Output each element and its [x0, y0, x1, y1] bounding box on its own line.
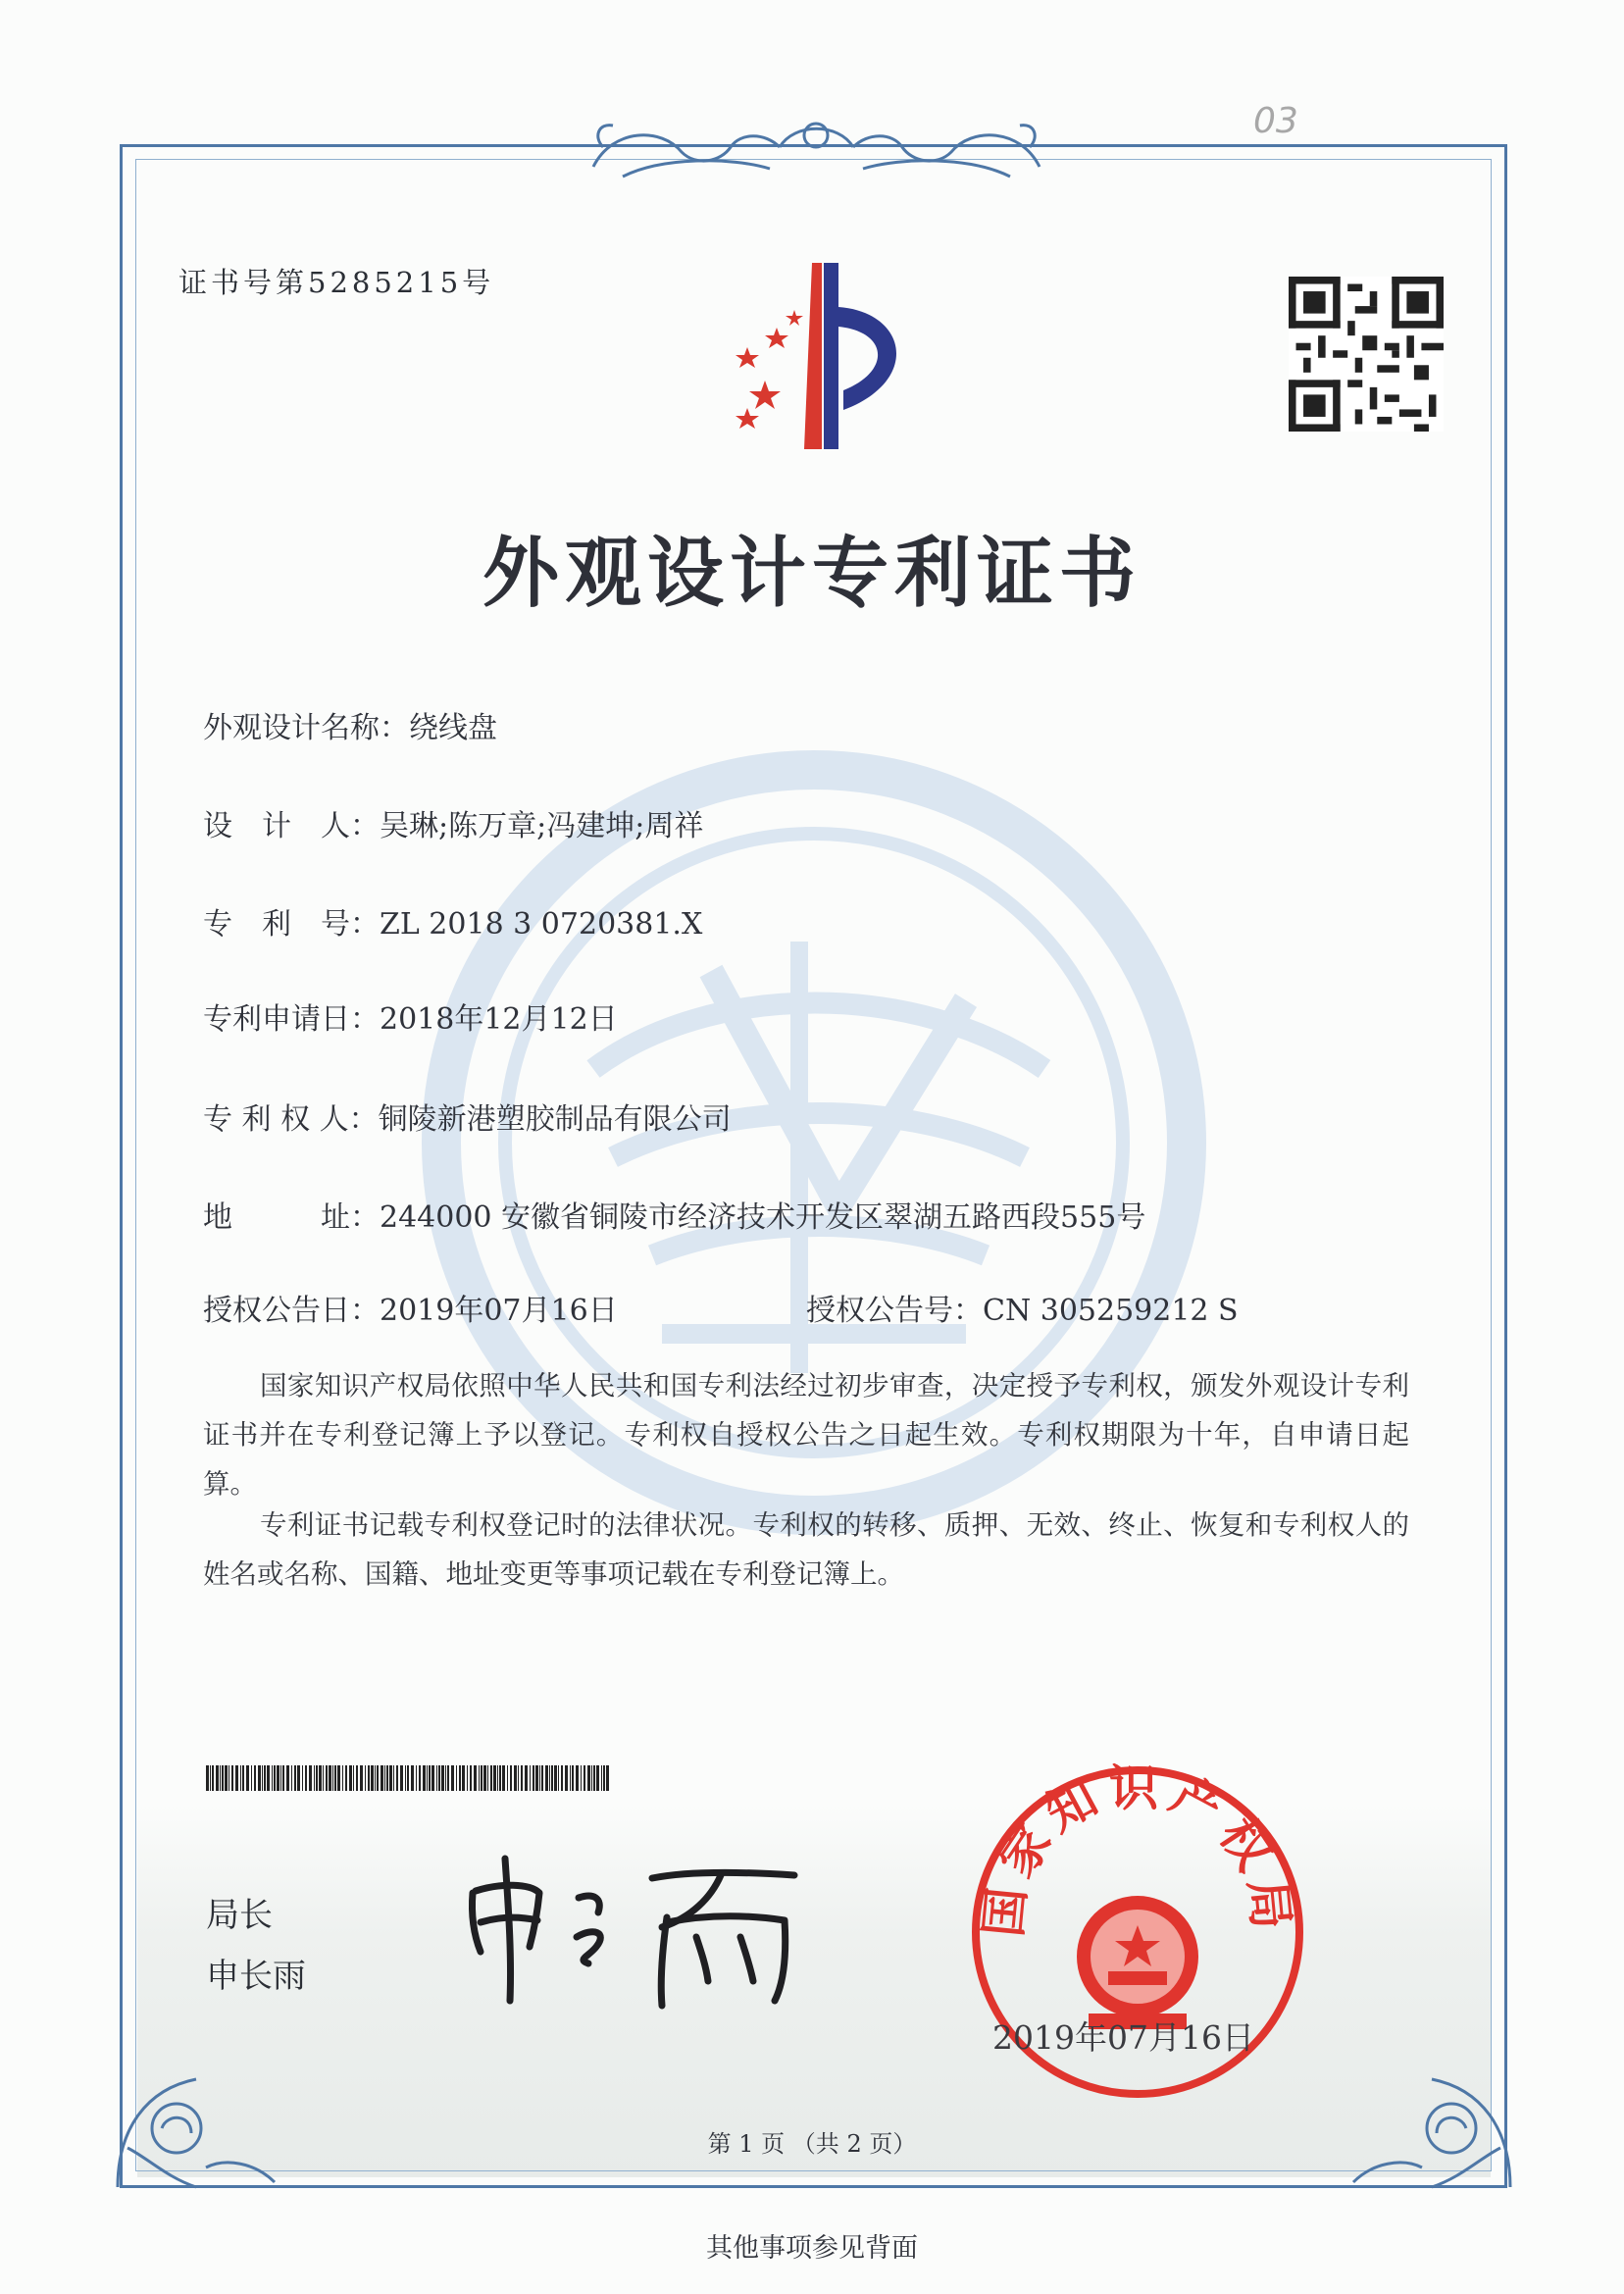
- handwritten-signature: [461, 1844, 814, 2011]
- field-label: 外观设计名称：: [203, 711, 409, 745]
- field-value: 吴琳;陈万章;冯建坤;周祥: [380, 809, 704, 843]
- grant-statement-paragraph: 国家知识产权局依照中华人民共和国专利法经过初步审查，决定授予专利权，颁发外观设计专利证书并在专利登记簿上予以登记。专利权自授权公告之日起生效。专利权期限为十年，自申请日起算。: [203, 1370, 1409, 1500]
- back-page-note: 其他事项参见背面: [706, 2233, 918, 2264]
- field-designers: [203, 801, 703, 844]
- field-patentee: [203, 1095, 732, 1138]
- field-design-name: [203, 703, 497, 746]
- certificate-number: 证书号第5285215号: [178, 266, 495, 299]
- field-value: CN 305259212 S: [983, 1294, 1239, 1328]
- top-ornament-icon: [584, 108, 1049, 186]
- field-value: 绕线盘: [409, 711, 497, 745]
- bottom-left-ornament-icon: [108, 2050, 284, 2197]
- handwritten-mark: 03: [1253, 101, 1298, 141]
- bottom-right-ornament-icon: [1344, 2050, 1520, 2197]
- field-value: 2019年07月16日: [380, 1294, 618, 1328]
- field-label: 设 计 人：: [203, 809, 380, 843]
- field-patent-number: [203, 899, 702, 943]
- patent-office-emblem-icon: [696, 263, 941, 449]
- field-label: 专 利 号：: [203, 907, 380, 942]
- page-indicator: 第 1 页 （共 2 页）: [707, 2130, 917, 2158]
- field-label: 授权公告日：: [203, 1294, 380, 1328]
- field-announcement-date: [203, 1286, 618, 1329]
- seal-text: 国家知识产权局: [973, 1760, 1302, 1940]
- field-value: 2018年12月12日: [380, 1002, 618, 1037]
- seal-date: 2019年07月16日: [992, 2018, 1254, 2057]
- field-value: 铜陵新港塑胶制品有限公司: [378, 1102, 732, 1137]
- certificate-title: 外观设计专利证书: [482, 529, 1142, 618]
- field-announcement-number: [806, 1286, 1239, 1329]
- field-filing-date: [203, 994, 618, 1038]
- legal-status-paragraph: 专利证书记载专利权登记时的法律状况。专利权的转移、质押、无效、终止、恢复和专利权人的姓名或名称、国籍、地址变更等事项记载在专利登记簿上。: [203, 1509, 1409, 1590]
- field-label: 地 址：: [203, 1200, 380, 1235]
- signatory-name: 申长雨: [206, 1957, 306, 1996]
- barcode-icon: [206, 1765, 613, 1791]
- field-value: ZL 2018 3 0720381.X: [380, 907, 703, 942]
- signatory-title: 局长: [206, 1896, 273, 1935]
- field-label: 授权公告号：: [806, 1294, 983, 1328]
- qr-code-icon: [1289, 277, 1444, 432]
- field-label: 专利申请日：: [203, 1002, 380, 1037]
- field-label: 专 利 权 人：: [203, 1102, 379, 1137]
- field-address: [203, 1193, 1145, 1236]
- field-value: 244000 安徽省铜陵市经济技术开发区翠湖五路西段555号: [380, 1200, 1146, 1235]
